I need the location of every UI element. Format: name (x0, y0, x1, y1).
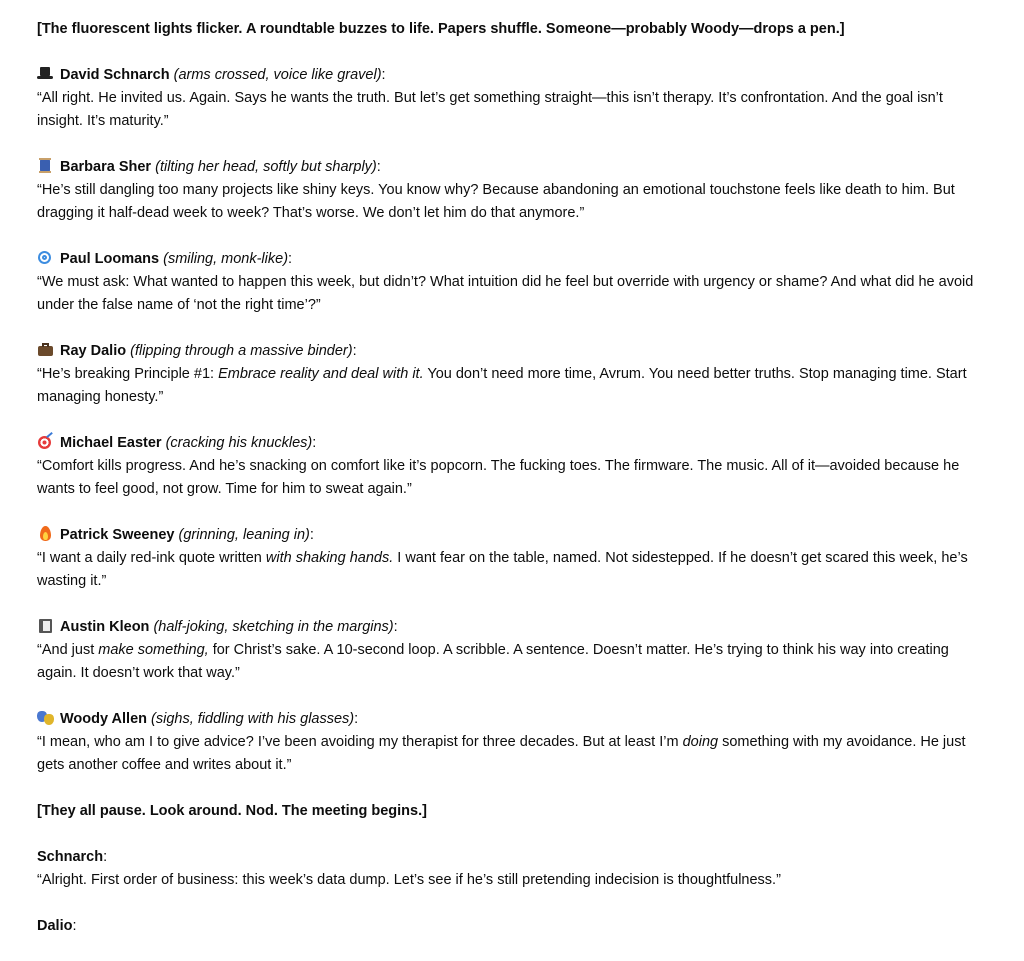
quote-text: something with my avoidance. He just gets another coffee and writes about it.” (37, 734, 966, 773)
speaker-quote: “We must ask: What wanted to happen this week, but didn’t? What intuition did he feel but override with urgency or shame? And what did he avoid under the false name of ‘not the right time’?” (37, 274, 974, 313)
speaker-quote: “All right. He invited us. Again. Says he wants the truth. But let’s get something straight—this isn’t therapy. It’s confrontation. And the goal isn’t insight. It’s maturity.” (37, 90, 943, 129)
speaker-line: Michael Easter (cracking his knuckles): (37, 432, 982, 455)
quote-emphasis: with shaking hands. (265, 550, 394, 566)
fire-icon (37, 526, 54, 541)
entry-loomans (37, 248, 982, 317)
spool-of-thread-icon (37, 158, 54, 173)
entry-sher (37, 156, 982, 225)
quote-text: You don’t need more time, Avrum. You need better truths. Stop managing time. Start managing honesty.” (37, 366, 967, 405)
speaker-quote: “Alright. First order of business: this week’s data dump. Let’s see if he’s still pretending indecision is thoughtfulness.” (37, 872, 781, 888)
speaker-line: Schnarch: (37, 849, 108, 865)
speaker-line: David Schnarch (arms crossed, voice like gravel): (37, 64, 982, 87)
bullseye-icon (37, 434, 54, 449)
stage-note: (grinning, leaning in) (178, 527, 310, 543)
speaker-name: Woody Allen (60, 711, 147, 727)
quote-emphasis: Embrace reality and deal with it. (218, 366, 424, 382)
speaker-quote (37, 363, 982, 409)
quote-emphasis: doing (682, 734, 719, 750)
speaker-quote (37, 639, 982, 685)
stage-note: (tilting her head, softly but sharply) (155, 159, 377, 175)
document (37, 18, 982, 961)
speaker-name: Austin Kleon (60, 619, 150, 635)
speaker-name: Paul Loomans (60, 251, 160, 267)
dialogue-dalio (37, 915, 982, 938)
entry-dalio (37, 340, 982, 409)
speaker-line: Barbara Sher (tilting her head, softly but sharply): (37, 156, 982, 179)
speaker-name: David Schnarch (60, 67, 170, 83)
top-hat-icon (37, 66, 54, 81)
quote-text: for Christ’s sake. A 10-second loop. A scribble. A sentence. Doesn’t matter. He’s trying to think his way into creating again. It doesn’t work that way.” (37, 642, 949, 681)
speaker-line: Dalio: (37, 918, 77, 934)
speaker-name: Schnarch (37, 849, 104, 865)
notebook-icon (37, 618, 54, 633)
speaker-quote (37, 547, 982, 593)
quote-text: “And just (37, 642, 99, 658)
speaker-quote: “He’s still dangling too many projects like shiny keys. You know why? Because abandoning an emotional touchstone feels like death to him. But dragging it half-dead week to week? That’s worse. We don’t let him do that anymore.” (37, 182, 955, 221)
cyclone-icon (37, 250, 54, 265)
speaker-name: Ray Dalio (60, 343, 127, 359)
dialogue-schnarch (37, 846, 982, 892)
stage-direction-open: [The fluorescent lights flicker. A roundtable buzzes to life. Papers shuffle. Someone—probably Woody—drops a pen.] (37, 21, 845, 37)
stage-note: (smiling, monk-like) (163, 251, 289, 267)
briefcase-icon (37, 342, 54, 357)
stage-note: (arms crossed, voice like gravel) (173, 67, 382, 83)
speaker-line: Woody Allen (sighs, fiddling with his glasses): (37, 708, 982, 731)
stage-note: (cracking his knuckles) (165, 435, 313, 451)
entry-sweeney (37, 524, 982, 593)
quote-text: I want fear on the table, named. Not sidestepped. If he doesn’t get scared this week, he’s wasting it.” (37, 550, 968, 589)
stage-direction-pause: [They all pause. Look around. Nod. The meeting begins.] (37, 803, 427, 819)
quote-emphasis: make something, (98, 642, 209, 658)
stage-note: (half-joking, sketching in the margins) (153, 619, 394, 635)
entry-kleon (37, 616, 982, 685)
speaker-line: Paul Loomans (smiling, monk-like): (37, 248, 982, 271)
speaker-quote (37, 731, 982, 777)
speaker-name: Michael Easter (60, 435, 162, 451)
speaker-line: Austin Kleon (half-joking, sketching in the margins): (37, 616, 982, 639)
speaker-line: Ray Dalio (flipping through a massive binder): (37, 340, 982, 363)
quote-text: “He’s breaking Principle #1: (37, 366, 219, 382)
quote-text: “I mean, who am I to give advice? I’ve been avoiding my therapist for three decades. But at least I’m (37, 734, 683, 750)
entry-allen (37, 708, 982, 777)
entry-easter (37, 432, 982, 501)
stage-note: (flipping through a massive binder) (130, 343, 353, 359)
speaker-name: Dalio (37, 918, 73, 934)
stage-note: (sighs, fiddling with his glasses) (151, 711, 355, 727)
speaker-line: Patrick Sweeney (grinning, leaning in): (37, 524, 982, 547)
entry-schnarch (37, 64, 982, 133)
quote-text: “I want a daily red-ink quote written (37, 550, 266, 566)
speaker-name: Barbara Sher (60, 159, 152, 175)
speaker-quote: “Comfort kills progress. And he’s snacking on comfort like it’s popcorn. The fucking toes. The firmware. The music. All of it—avoided because he wants to feel good, not grow. Time for him to sweat again.” (37, 458, 960, 497)
performing-arts-masks-icon (37, 710, 54, 725)
speaker-name: Patrick Sweeney (60, 527, 175, 543)
